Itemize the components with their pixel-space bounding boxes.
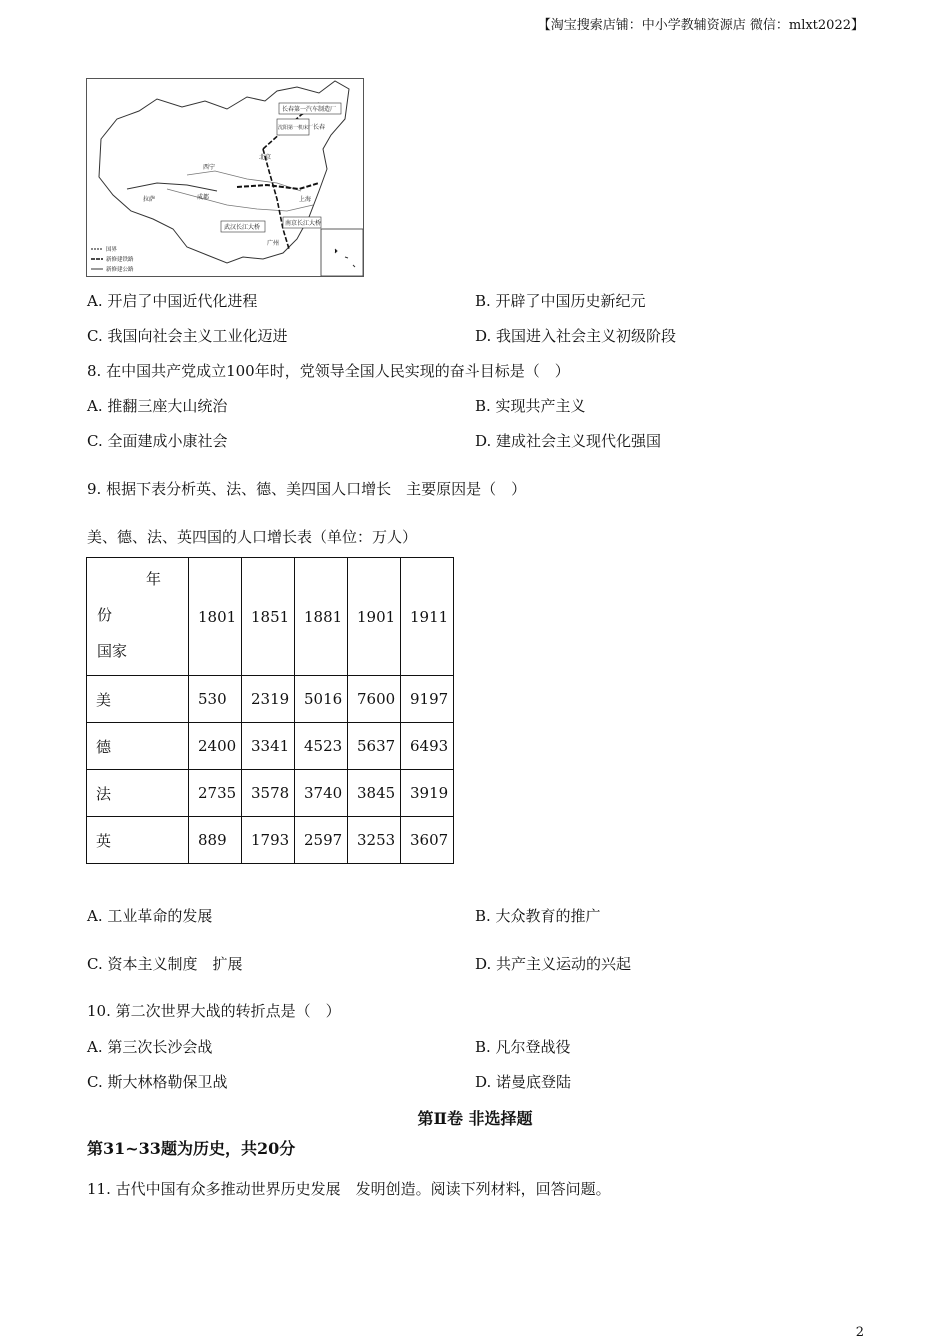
map-city: 北京 xyxy=(259,154,272,161)
map-city: 西宁 xyxy=(203,164,216,171)
road-line xyxy=(127,183,217,191)
section-subtitle: 第31~33题为历史，共20分 xyxy=(87,1139,296,1158)
map-callout: 沈阳第一机床厂 xyxy=(278,125,314,131)
map-callout: 长春第一汽车制造厂 xyxy=(282,106,337,113)
legend-road: 新修建公路 xyxy=(106,267,134,273)
population-table xyxy=(86,557,454,864)
q8-option-a[interactable]: A. 推翻三座大山统治 xyxy=(87,397,228,415)
china-map-svg xyxy=(87,79,363,276)
year-header: 1911 xyxy=(401,558,454,676)
value-cell: 4523 xyxy=(295,723,348,770)
country-cell: 法 xyxy=(87,770,189,817)
q10-option-a[interactable]: A. 第三次长沙会战 xyxy=(87,1038,213,1056)
value-cell: 5016 xyxy=(295,676,348,723)
value-cell: 2597 xyxy=(295,817,348,864)
table-row xyxy=(87,676,454,723)
q7-option-c[interactable]: C. 我国向社会主义工业化迈进 xyxy=(87,327,288,345)
value-cell: 5637 xyxy=(348,723,401,770)
year-header: 1881 xyxy=(295,558,348,676)
q10-stem: 10. 第二次世界大战的转折点是（ ） xyxy=(87,1002,341,1020)
value-cell: 3253 xyxy=(348,817,401,864)
value-cell: 2400 xyxy=(189,723,242,770)
year-header: 1851 xyxy=(242,558,295,676)
value-cell: 530 xyxy=(189,676,242,723)
value-cell: 3341 xyxy=(242,723,295,770)
map-city: 拉萨 xyxy=(143,196,156,203)
legend-border: 国界 xyxy=(106,247,118,253)
table-caption: 美、德、法、英四国的人口增长表（单位：万人） xyxy=(87,528,418,546)
table-row xyxy=(87,817,454,864)
map-city: 广州 xyxy=(267,240,280,247)
map-city: 长春 xyxy=(313,124,326,131)
value-cell: 2735 xyxy=(189,770,242,817)
railway-line xyxy=(237,183,319,189)
q8-stem: 8. 在中国共产党成立100年时，党领导全国人民实现的奋斗目标是（ ） xyxy=(87,362,570,380)
year-header: 1901 xyxy=(348,558,401,676)
value-cell: 3607 xyxy=(401,817,454,864)
q7-option-d[interactable]: D. 我国进入社会主义初级阶段 xyxy=(475,327,677,345)
q11-stem: 11. 古代中国有众多推动世界历史发展 发明创造。阅读下列材料，回答问题。 xyxy=(87,1180,611,1198)
q9-option-b[interactable]: B. 大众教育的推广 xyxy=(475,907,601,925)
map-figure xyxy=(86,78,364,277)
value-cell: 1793 xyxy=(242,817,295,864)
map-city: 上海 xyxy=(299,196,312,203)
value-cell: 9197 xyxy=(401,676,454,723)
q9-option-a[interactable]: A. 工业革命的发展 xyxy=(87,907,213,925)
page-number: 2 xyxy=(855,1325,864,1340)
q10-option-b[interactable]: B. 凡尔登战役 xyxy=(475,1038,571,1056)
value-cell: 3578 xyxy=(242,770,295,817)
q10-option-c[interactable]: C. 斯大林格勒保卫战 xyxy=(87,1073,228,1091)
table-row xyxy=(87,723,454,770)
q10-option-d[interactable]: D. 诺曼底登陆 xyxy=(475,1073,572,1091)
country-cell: 德 xyxy=(87,723,189,770)
table-header-row xyxy=(87,558,454,676)
q9-option-d[interactable]: D. 共产主义运动的兴起 xyxy=(475,955,632,973)
header-note: 【淘宝搜索店铺：中小学教辅资源店 微信：mlxt2022】 xyxy=(537,18,864,33)
year-header: 1801 xyxy=(189,558,242,676)
corner-year-top: 年 xyxy=(146,570,162,588)
value-cell: 3919 xyxy=(401,770,454,817)
q8-option-b[interactable]: B. 实现共产主义 xyxy=(475,397,586,415)
country-cell: 美 xyxy=(87,676,189,723)
value-cell: 3740 xyxy=(295,770,348,817)
q8-option-d[interactable]: D. 建成社会主义现代化强国 xyxy=(475,432,662,450)
map-callout: 南京长江大桥 xyxy=(285,220,322,227)
q9-option-c[interactable]: C. 资本主义制度 扩展 xyxy=(87,955,243,973)
corner-country: 国家 xyxy=(97,642,128,660)
inset-box xyxy=(321,229,363,276)
value-cell: 6493 xyxy=(401,723,454,770)
map-callout: 武汉长江大桥 xyxy=(224,224,261,231)
table-row xyxy=(87,770,454,817)
value-cell: 3845 xyxy=(348,770,401,817)
railway-line xyxy=(263,149,289,249)
corner-cell xyxy=(87,558,189,676)
corner-year-bottom: 份 xyxy=(97,606,113,624)
river-line xyxy=(167,189,313,211)
value-cell: 2319 xyxy=(242,676,295,723)
map-city: 成都 xyxy=(197,194,210,201)
q7-option-a[interactable]: A. 开启了中国近代化进程 xyxy=(87,292,258,310)
q9-stem: 9. 根据下表分析英、法、德、美四国人口增长 主要原因是（ ） xyxy=(87,480,527,498)
country-cell: 英 xyxy=(87,817,189,864)
q7-option-b[interactable]: B. 开辟了中国历史新纪元 xyxy=(475,292,646,310)
section-title: 第Ⅱ卷 非选择题 xyxy=(417,1109,533,1128)
legend-railway: 新修建铁路 xyxy=(106,257,134,263)
value-cell: 7600 xyxy=(348,676,401,723)
inset-islands xyxy=(335,249,355,267)
value-cell: 889 xyxy=(189,817,242,864)
q8-option-c[interactable]: C. 全面建成小康社会 xyxy=(87,432,228,450)
